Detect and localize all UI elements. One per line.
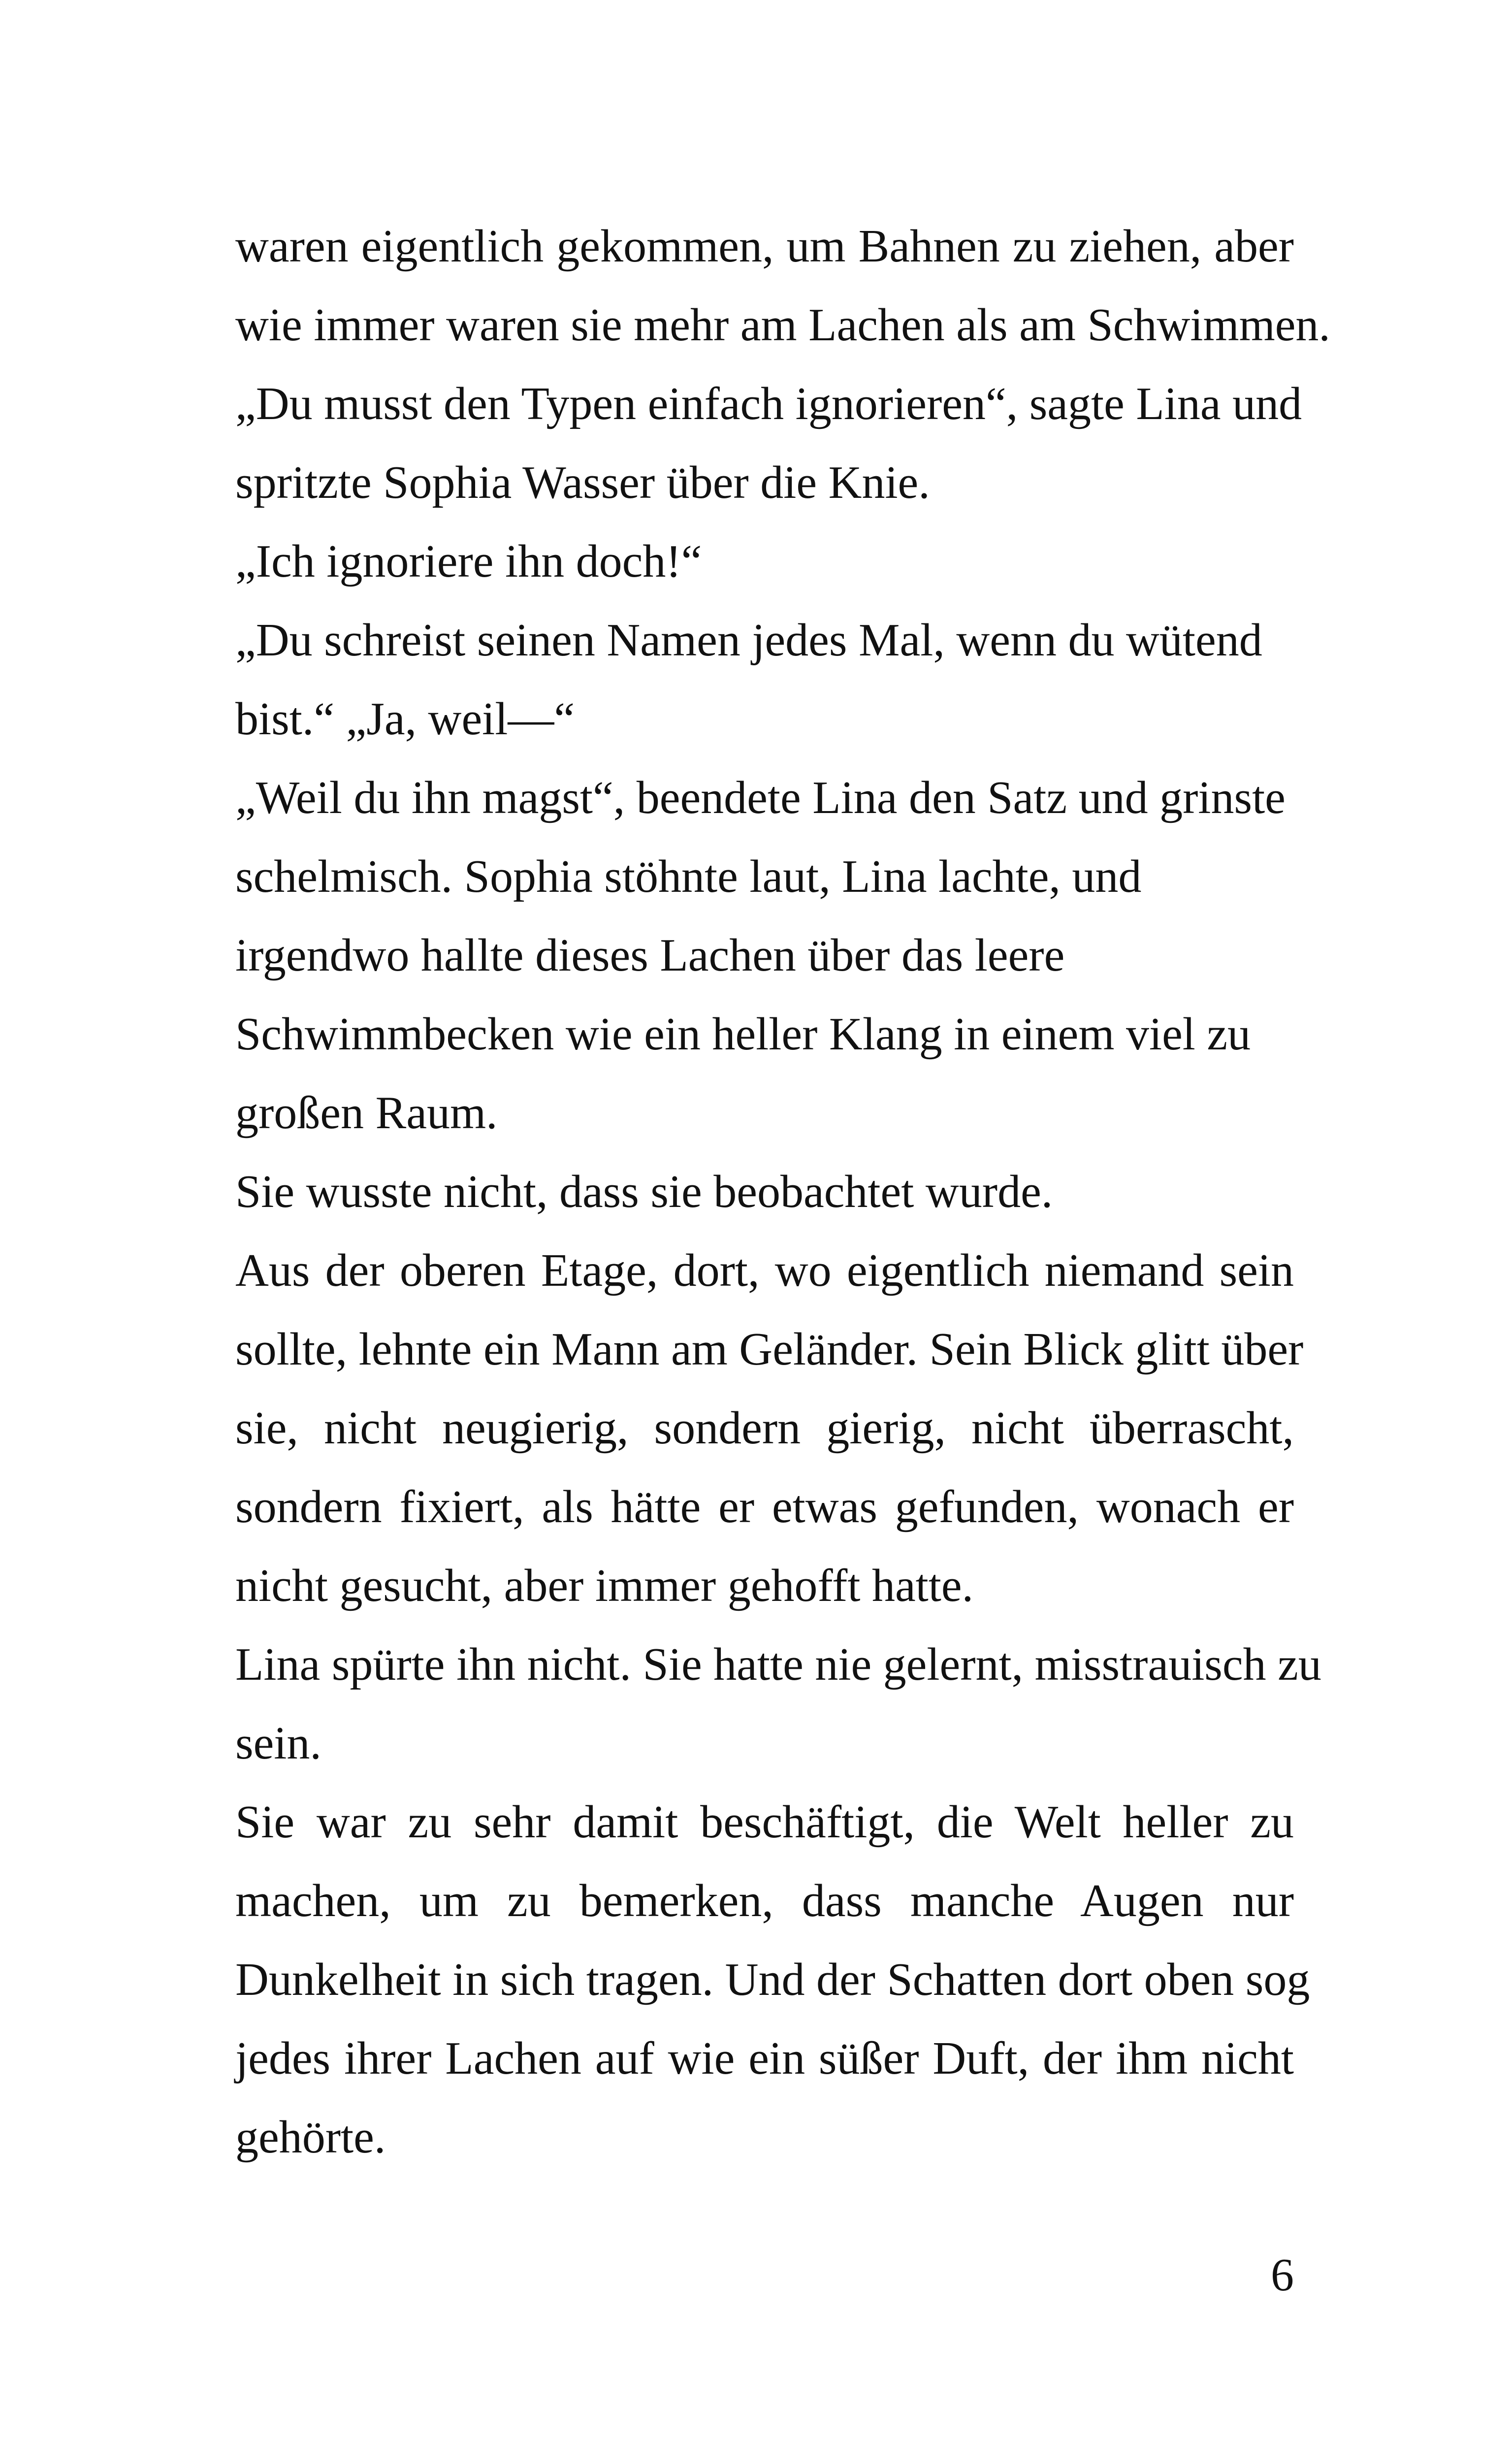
text-line: Sie war zu sehr damit beschäftigt, die Welt heller zu [235, 1796, 1294, 1848]
text-line: spritzte Sophia Wasser über die Knie. [235, 457, 930, 508]
text-line: jedes ihrer Lachen auf wie ein süßer Duft, der ihm nicht [235, 2033, 1294, 2084]
text-line: „Du schreist seinen Namen jedes Mal, wenn du wütend [235, 615, 1262, 666]
text-line: sollte, lehnte ein Mann am Geländer. Sein Blick glitt über [235, 1324, 1304, 1375]
text-line: sondern fixiert, als hätte er etwas gefunden, wonach er [235, 1481, 1294, 1532]
text-line: Aus der oberen Etage, dort, wo eigentlich niemand sein [235, 1245, 1294, 1296]
text-line: Sie wusste nicht, dass sie beobachtet wurde. [235, 1166, 1053, 1217]
text-line: „Du musst den Typen einfach ignorieren“, sagte Lina und [235, 378, 1302, 429]
text-line: Schwimmbecken wie ein heller Klang in einem viel zu [235, 1009, 1251, 1060]
body-text [235, 207, 1330, 2177]
text-line: „Ich ignoriere ihn doch!“ [235, 536, 702, 587]
text-line: Dunkelheit in sich tragen. Und der Schatten dort oben sog [235, 1954, 1310, 2005]
text-line: irgendwo hallte dieses Lachen über das leere [235, 930, 1065, 981]
page-number: 6 [1271, 2249, 1294, 2301]
text-line: machen, um zu bemerken, dass manche Augen nur [235, 1875, 1294, 1926]
text-line: großen Raum. [235, 1087, 498, 1139]
text-line: sie, nicht neugierig, sondern gierig, nicht überrascht, [235, 1402, 1294, 1454]
text-line: waren eigentlich gekommen, um Bahnen zu ziehen, aber [235, 221, 1294, 272]
text-line: „Weil du ihn magst“, beendete Lina den Satz und grinste [235, 772, 1286, 823]
text-line: sein. [235, 1718, 322, 1769]
text-line: bist.“ „Ja, weil—“ [235, 693, 575, 745]
text-line: schelmisch. Sophia stöhnte laut, Lina lachte, und [235, 851, 1142, 902]
text-line: Lina spürte ihn nicht. Sie hatte nie gelernt, misstrauisch zu [235, 1639, 1321, 1690]
text-line: gehörte. [235, 2112, 386, 2163]
text-line: wie immer waren sie mehr am Lachen als am Schwimmen. [235, 299, 1330, 351]
text-line: nicht gesucht, aber immer gehofft hatte. [235, 1560, 974, 1611]
